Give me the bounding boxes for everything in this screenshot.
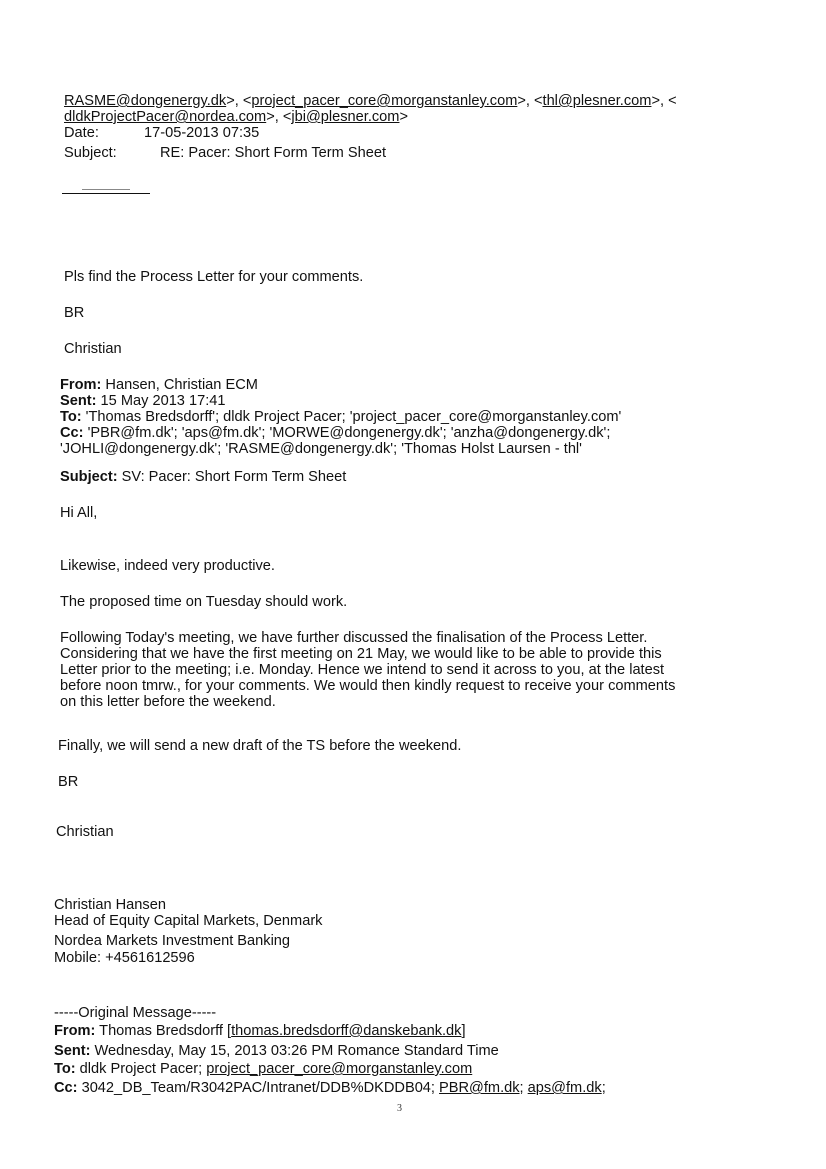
separator-rule — [62, 193, 150, 194]
body-paragraph-3-line-2: Considering that we have the first meeting on 21 May, we would like to be able to provide this — [60, 646, 662, 662]
fwd-cc-label: Cc: — [60, 425, 84, 441]
greeting: Hi All, — [60, 505, 98, 521]
signature-company: Nordea Markets Investment Banking — [54, 933, 291, 949]
separator-rule-short — [82, 189, 130, 190]
date-value: 17-05-2013 07:35 — [144, 125, 260, 141]
original-from-close: ] — [461, 1023, 466, 1039]
separator-text: >, < — [266, 109, 292, 125]
body-paragraph-3-line-3: Letter prior to the meeting; i.e. Monday. Hence we intend to send it across to you, at the latest — [60, 662, 665, 678]
original-cc-row — [54, 1080, 606, 1096]
reply-closing: BR — [64, 305, 85, 321]
separator-text: >, < — [517, 93, 543, 109]
fwd-from-label: From: — [60, 377, 102, 393]
fwd-to-row — [60, 409, 621, 425]
signature-title: Head of Equity Capital Markets, Denmark — [54, 913, 323, 929]
original-cc-label: Cc: — [54, 1080, 78, 1096]
original-sent-value: Wednesday, May 15, 2013 03:26 PM Romance Standard Time — [94, 1043, 499, 1059]
separator-text: > — [399, 109, 408, 125]
reply-signature: Christian — [64, 341, 122, 357]
original-to-label: To: — [54, 1061, 76, 1077]
original-to-email-link[interactable]: project_pacer_core@morganstanley.com — [206, 1061, 473, 1077]
email-link[interactable]: dldkProjectPacer@nordea.com — [64, 109, 267, 125]
date-row — [64, 125, 259, 141]
fwd-sent-row — [60, 393, 226, 409]
signature-name: Christian Hansen — [54, 897, 166, 913]
original-from-label: From: — [54, 1023, 96, 1039]
fwd-sent-label: Sent: — [60, 393, 97, 409]
original-cc-email-link-1[interactable]: PBR@fm.dk — [439, 1080, 520, 1096]
fwd-subject-label: Subject: — [60, 469, 118, 485]
original-sent-row — [54, 1043, 499, 1059]
original-cc-end: ; — [601, 1080, 606, 1096]
email-link[interactable]: project_pacer_core@morganstanley.com — [251, 93, 518, 109]
original-cc-value: 3042_DB_Team/R3042PAC/Intranet/DDB%DKDDB04; — [81, 1080, 440, 1096]
original-to-row — [54, 1061, 472, 1077]
original-from-row — [54, 1023, 466, 1039]
reply-paragraph: Pls find the Process Letter for your comments. — [64, 269, 364, 285]
original-from-name: Thomas Bredsdorff [ — [99, 1023, 232, 1039]
body-closing: BR — [58, 774, 79, 790]
signature-mobile: Mobile: +4561612596 — [54, 950, 195, 966]
original-from-email-link[interactable]: thomas.bredsdorff@danskebank.dk — [231, 1023, 462, 1039]
fwd-subject-value: SV: Pacer: Short Form Term Sheet — [121, 469, 347, 485]
subject-label: Subject: — [64, 145, 117, 161]
body-paragraph-3-line-5: on this letter before the weekend. — [60, 694, 276, 710]
fwd-sent-value: 15 May 2013 17:41 — [100, 393, 226, 409]
email-link[interactable]: thl@plesner.com — [542, 93, 652, 109]
original-to-name: dldk Project Pacer; — [79, 1061, 207, 1077]
date-label: Date: — [64, 125, 99, 141]
email-link[interactable]: jbi@plesner.com — [291, 109, 400, 125]
body-paragraph-3-line-1: Following Today's meeting, we have further discussed the finalisation of the Process Letter. — [60, 630, 648, 646]
fwd-to-value: 'Thomas Bredsdorff'; dldk Project Pacer; 'project_pacer_core@morganstanley.com' — [85, 409, 622, 425]
subject-value: RE: Pacer: Short Form Term Sheet — [160, 145, 387, 161]
body-paragraph-2: The proposed time on Tuesday should work. — [60, 594, 348, 610]
page-number: 3 — [397, 1103, 402, 1114]
original-cc-email-link-2[interactable]: aps@fm.dk — [527, 1080, 602, 1096]
body-signature: Christian — [56, 824, 114, 840]
separator-text: >, < — [226, 93, 252, 109]
fwd-cc-row — [60, 425, 610, 441]
email-link[interactable]: RASME@dongenergy.dk — [64, 93, 227, 109]
fwd-cc-value: 'PBR@fm.dk'; 'aps@fm.dk'; 'MORWE@dongenergy.dk'; 'anzha@dongenergy.dk'; — [87, 425, 611, 441]
fwd-subject-row — [60, 469, 346, 485]
separator-text: >, < — [651, 93, 677, 109]
fwd-from-row — [60, 377, 258, 393]
body-paragraph-3-line-4: before noon tmrw., for your comments. We would then kindly request to receive your comments — [60, 678, 676, 694]
body-paragraph-4: Finally, we will send a new draft of the TS before the weekend. — [58, 738, 462, 754]
body-paragraph-1: Likewise, indeed very productive. — [60, 558, 275, 574]
fwd-cc-row-2: 'JOHLI@dongenergy.dk'; 'RASME@dongenergy.dk'; 'Thomas Holst Laursen - thl' — [60, 441, 582, 457]
original-message-header: -----Original Message----- — [54, 1005, 217, 1021]
fwd-from-value: Hansen, Christian ECM — [105, 377, 258, 393]
original-sent-label: Sent: — [54, 1043, 91, 1059]
fwd-to-label: To: — [60, 409, 82, 425]
recipients-line-2 — [64, 109, 408, 125]
original-cc-separator: ; — [519, 1080, 528, 1096]
subject-row — [64, 145, 386, 161]
recipients-line-1 — [64, 93, 677, 109]
